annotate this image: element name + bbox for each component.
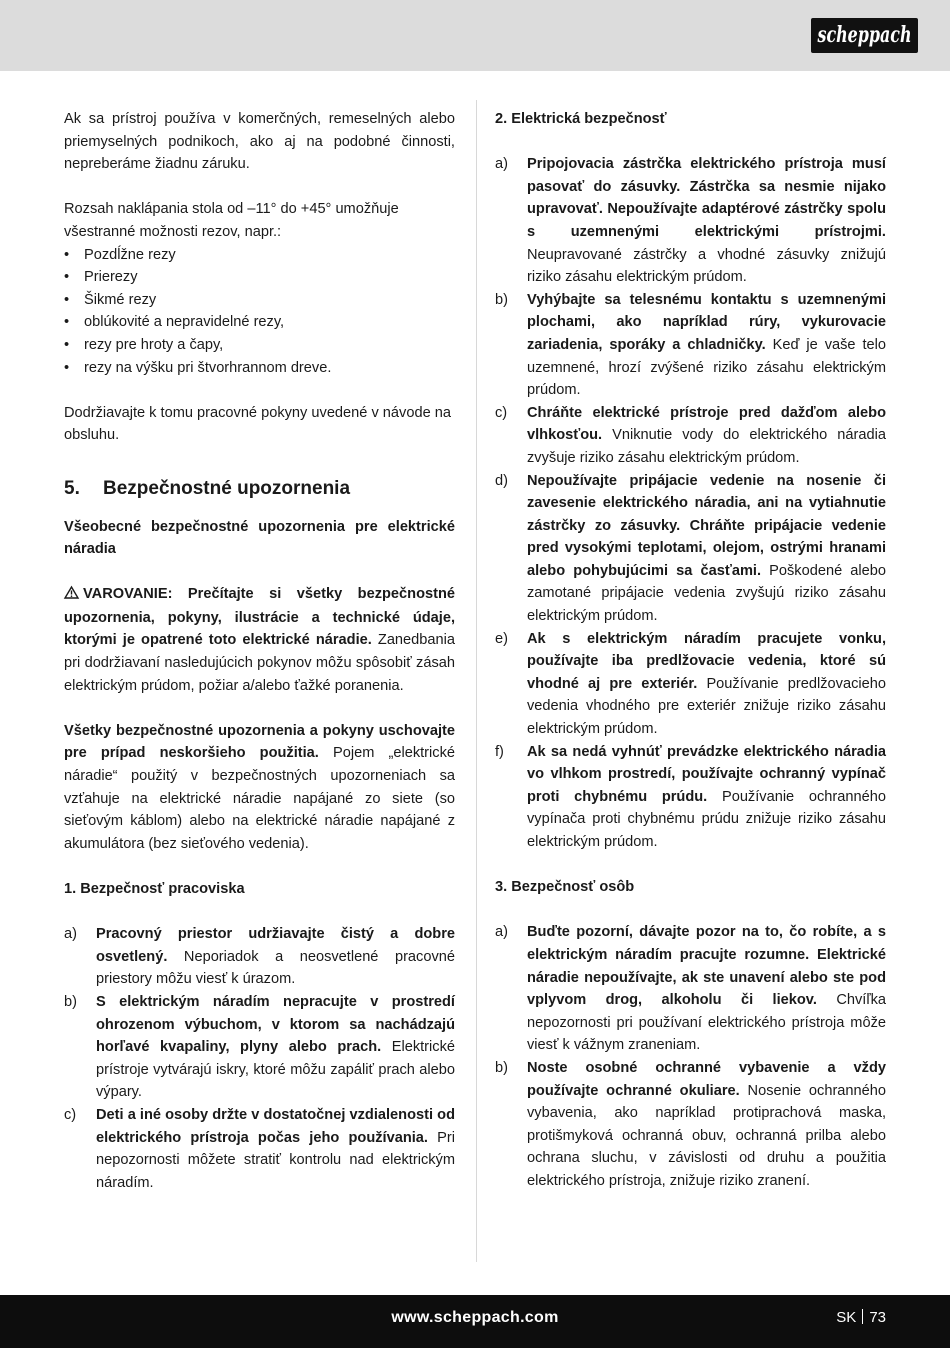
item-bold: Vyhýbajte sa telesnému kontaktu s uzemnenými plochami, ako napríklad rúry, vykurovacie zariadenia, sporáky a chladničky.: [527, 291, 886, 353]
item-bold: Deti a iné osoby držte v dostatočnej vzdialenosti od elektrického prístroja počas jeho používania.: [96, 1106, 455, 1146]
item-text: Vniknutie vody do elektrického náradia zvyšuje riziko zásahu elektrickým prúdom.: [527, 427, 886, 466]
general-heading: Všeobecné bezpečnostné upozornenia pre elektrické náradia: [64, 518, 455, 558]
item-text: Poškodené alebo zamotané pripájacie vedenia zvyšujú riziko zásahu elektrickým prúdom.: [527, 562, 886, 625]
item-label: d): [495, 472, 508, 489]
electrical-item-c: [495, 402, 886, 470]
item-label: b): [495, 1059, 508, 1076]
warning-triangle-icon: [64, 584, 79, 607]
range-paragraph: Rozsah naklápania stola od –11° do +45° umožňuje všestranné možnosti rezov, napr.:: [64, 201, 399, 240]
electrical-item-e: [495, 628, 886, 741]
scheppach-logo: [811, 18, 918, 53]
brand-logo-icon: [815, 21, 914, 50]
language-code: SK: [836, 1309, 857, 1326]
item-label: f): [495, 743, 504, 760]
item-label: b): [64, 993, 77, 1010]
item-text: Pri nepozornosti môžete stratiť kontrolu nad elektrickým náradím.: [96, 1129, 455, 1191]
section-number: 5.: [64, 477, 80, 499]
item-text: Nosenie ochranného vybavenia, ako napríklad protiprachová maska, protišmyková ochranná obuv, ochranná prilba alebo ochrana sluchu, v závislosti od druhu a použitia elektrického prístroja, znižuje riziko zranení.: [527, 1082, 886, 1189]
item-text: Chvíľka nepozornosti pri používaní elektrického prístroja môže viesť k vážnym zraneniam.: [527, 992, 886, 1054]
keep-block: [64, 720, 455, 856]
workplace-item-b: [64, 991, 455, 1104]
item-bold: Pripojovacia zástrčka elektrického prístroja musí pasovať do zásuvky. Zástrčka sa nesmie nijako upravovať. Nepoužívajte adaptérové zástrčky spolu s uzemnenými elektrickými prístrojmi.: [527, 156, 886, 240]
right-column: [495, 108, 886, 1193]
item-label: e): [495, 630, 508, 647]
item-text: Používanie ochranného vypínača proti chybnému prúdu znižuje riziko zásahu elektrickým prúdom.: [527, 788, 886, 850]
item-label: c): [495, 404, 508, 421]
column-divider: [476, 100, 477, 1262]
item-bold: Ak sa nedá vyhnúť prevádzke elektrického náradia vo vlhkom prostredí, používajte ochranný vypínač proti chybnému prúdu.: [527, 743, 886, 805]
item-text: Používanie predlžovacieho vedenia vhodného pre exteriér znižuje riziko zásahu elektrickým prúdom.: [527, 675, 886, 738]
item-label: a): [495, 924, 508, 941]
intro-paragraph: Ak sa prístroj používa v komerčných, remeselných alebo priemyselných podnikoch, ako aj na podobné činnosti, nepreberáme žiadnu záruku.: [64, 111, 455, 173]
list-item: • rezy na výšku pri štvorhrannom dreve.: [64, 357, 455, 380]
keep-bold: Všetky bezpečnostné upozornenia a pokyny uschovajte pre prípad neskoršieho použitia.: [64, 722, 455, 762]
item-bold: Chráňte elektrické prístroje pred dažďom alebo vlhkosťou.: [527, 404, 886, 444]
footer-band: [0, 1295, 950, 1348]
workplace-item-a: [64, 923, 455, 991]
item-text: Keď je vaše telo uzemnené, hrozí zvýšené riziko zásahu elektrickým prúdom.: [527, 336, 887, 399]
item-bold: Noste osobné ochranné vybavenie a vždy používajte ochranné okuliare.: [527, 1059, 886, 1099]
separator: [862, 1309, 863, 1324]
website-link[interactable]: www.scheppach.com: [391, 1309, 559, 1326]
item-text: Neporiadok a neosvetlené pracovné priestory môžu viesť k úrazom.: [96, 948, 455, 988]
warning-block: [64, 583, 455, 697]
personal-heading: 3. Bezpečnosť osôb: [495, 879, 635, 896]
list-item: • oblúkovité a nepravidelné rezy,: [64, 311, 455, 334]
electrical-item-a: [495, 153, 886, 289]
item-bold: Buďte pozorní, dávajte pozor na to, čo robíte, a s elektrickým náradím pracujte rozumne. Elektrické náradie nepoužívajte, ak ste unavení alebo ste pod vplyvom drog, alkoholu či liekov.: [527, 924, 886, 1009]
personal-item-a: [495, 921, 886, 1057]
item-bold: Nepoužívajte pripájacie vedenie na nosenie či zavesenie elektrického náradia, ani na vytiahnutie zástrčky zo zásuvky. Chráňte pripájacie vedenie pred vysokými teplotami, olejom, ostrými hranami alebo pohybujúcimi sa časťami.: [527, 472, 886, 579]
item-label: b): [495, 291, 508, 308]
section-heading: Bezpečnostné upozornenia: [103, 477, 351, 499]
personal-item-b: [495, 1057, 886, 1193]
workplace-item-c: [64, 1104, 455, 1194]
item-bold: Ak s elektrickým náradím pracujete vonku, používajte iba predlžovacie vedenia, ktoré sú vhodné aj pre exteriér.: [527, 630, 886, 692]
warning-bold: VAROVANIE: Prečítajte si všetky bezpečnostné upozornenia, pokyny, ilustrácie a technické údaje, ktorými je opatrené toto elektrické náradie.: [64, 586, 455, 649]
electrical-item-b: [495, 289, 886, 402]
electrical-item-f: [495, 741, 886, 854]
electrical-item-d: [495, 470, 886, 628]
svg-text:scheppach: scheppach: [816, 22, 912, 48]
list-item: • Prierezy: [64, 266, 455, 289]
item-label: a): [64, 926, 77, 943]
header-band: [0, 0, 950, 71]
keep-text: Pojem „elektrické náradie“ použitý v bezpečnostných upozorneniach sa vzťahuje na elektrické náradie napájané zo siete (so sieťovým káblom) alebo na elektrické náradie napájané z akumulátora (bez sieťového vedenia).: [64, 745, 455, 852]
cuts-list: [64, 244, 455, 380]
workplace-heading: 1. Bezpečnosť pracoviska: [64, 881, 245, 897]
item-text: Elektrické prístroje vytvárajú iskry, ktoré môžu zapáliť prach alebo výpary.: [96, 1039, 455, 1101]
item-bold: Pracovný priestor udržiavajte čistý a dobre osvetlený.: [96, 926, 455, 965]
section-title: [64, 476, 455, 502]
follow-paragraph: Dodržiavajte k tomu pracovné pokyny uvedené v návode na obsluhu.: [64, 404, 451, 444]
list-item: • rezy pre hroty a čapy,: [64, 334, 455, 357]
list-item: • Pozdĺžne rezy: [64, 244, 455, 267]
page-number: 73: [869, 1309, 886, 1326]
item-label: a): [495, 156, 508, 173]
item-bold: S elektrickým náradím nepracujte v prostredí ohrozenom výbuchom, v ktorom sa nachádzajú horľavé kvapaliny, plyny alebo prach.: [96, 993, 455, 1056]
page-indicator: [836, 1309, 886, 1326]
item-label: c): [64, 1106, 77, 1123]
item-text: Neupravované zástrčky a vhodné zásuvky znižujú riziko zásahu elektrickým prúdom.: [527, 246, 886, 286]
warning-text: Zanedbania pri dodržiavaní nasledujúcich pokynov môžu spôsobiť zásah elektrickým prúdom, požiar a/alebo ťažké poranenia.: [64, 632, 455, 694]
list-item: • Šikmé rezy: [64, 289, 455, 312]
left-column: [64, 108, 455, 1194]
electrical-heading: 2. Elektrická bezpečnosť: [495, 111, 667, 127]
